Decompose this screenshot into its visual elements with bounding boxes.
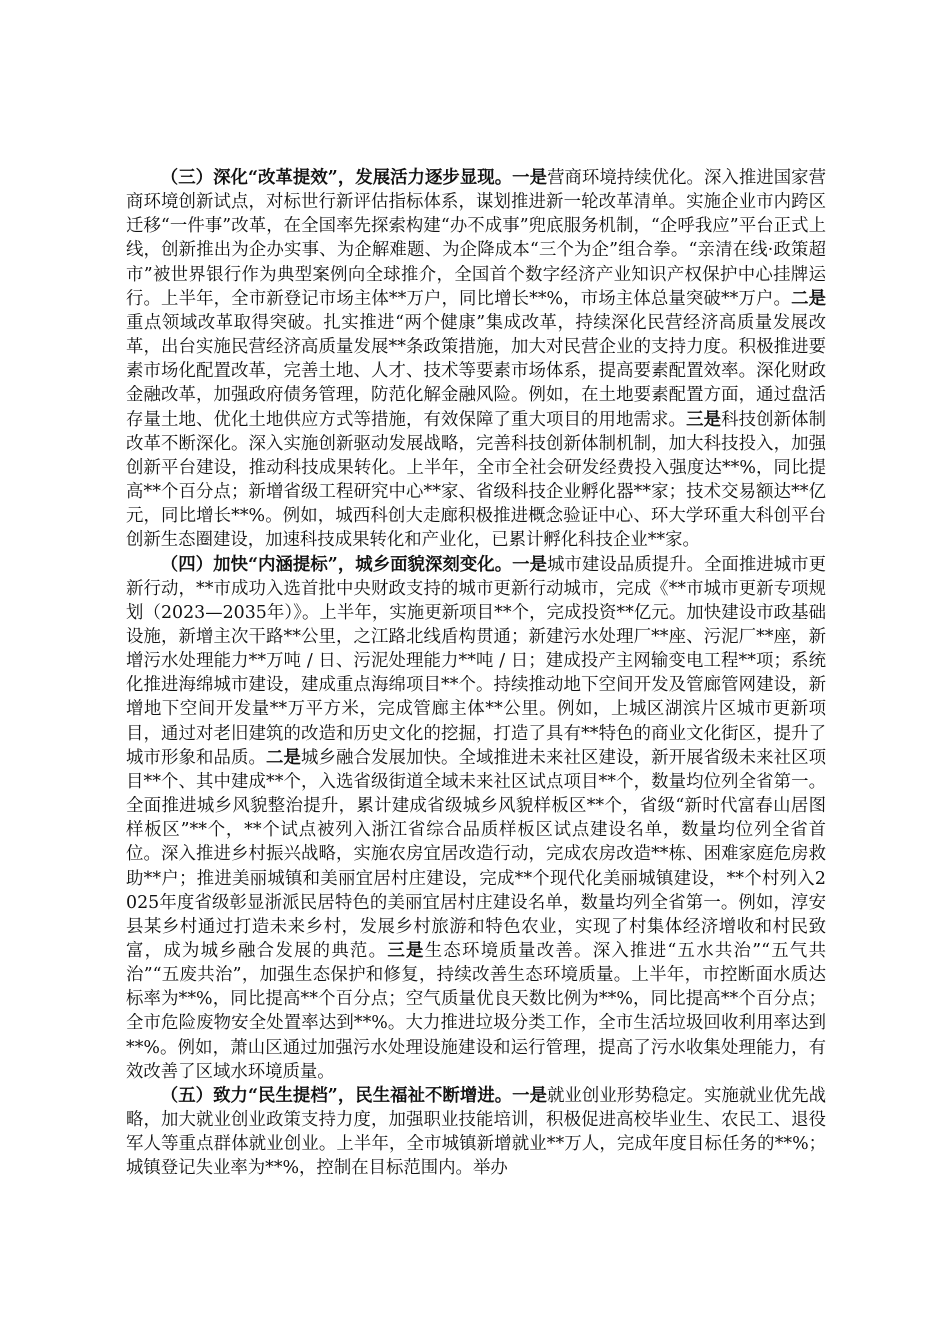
paragraph-text: 重点领域改革取得突破。扎实推进“两个健康”集成改革，持续深化民营经济高质量发展改革，出台实施民营经济高质量发展**条政策措施，加大对民营企业的支持力度。积极推进要素市场化配置改革，完善土地、人才、技术等要素市场体系，提高要素配置效率。深化财政金融改革，加强政府债务管理，防范化解金融风险。例如，在土地要素配置方面，通过盘活存量土地、优化土地供应方式等措施，有效保障了重大项目的用地需求。 <box>126 312 826 430</box>
paragraph-text: 城市建设品质提升。全面推进城市更新行动，**市成功入选首批中央财政支持的城市更新行动城市，完成《**市城市更新专项规划（2023—2035年）》。上半年，实施更新项目**个，完成投资**亿元。加快建设市政基础设施，新增主次干路**公里，之江路北线盾构贯通；新建污水处理厂**座、污泥厂**座，新增污水处理能力**万吨 / 日、污泥处理能力**吨 / 日；建成投产主网输变电工程**项；系统化推进海绵城市建设，建成重点海绵项目**个。持续推动地下空间开发及管廊管网建设，新增地下空间开发量**万平方米，完成管廊主体**公里。例如，上城区湖滨片区城市更新项目，通过对老旧建筑的改造和历史文化的挖掘，打造了具有**特色的商业文化街区，提升了城市形象和品质。 <box>126 554 826 768</box>
paragraph-text: 城乡融合发展加快。全域推进未来社区建设，新开展省级未来社区项目**个、其中建成**个，入选省级街道全域未来社区试点项目**个，数量均位列全省第一。全面推进城乡风貌整治提升，累计建成省级城乡风貌样板区**个，省级“新时代富春山居图样板区”**个，**个试点被列入浙江省综合品质样板区试点建设名单，数量均位列全省首位。深入推进乡村振兴战略，实施农房宜居改造行动，完成农房改造**栋、困难家庭危房救助**户；推进美丽城镇和美丽宜居村庄建设，完成**个现代化美丽城镇建设，**个村列入2025年度省级彰显浙派民居特色的美丽宜居村庄建设名单，数量均列全省第一。例如，淳安县某乡村通过打造未来乡村，发展乡村旅游和特色农业，实现了村集体经济增收和村民致富，成为城乡融合发展的典范。 <box>126 747 826 961</box>
paragraph-reform <box>126 166 826 553</box>
paragraph-text: 营商环境持续优化。深入推进国家营商环境创新试点，对标世行新评估指标体系，谋划推进新一轮改革清单。实施企业市内跨区迁移“一件事”改革，在全国率先探索构建“办不成事”兜底服务机制，“企呼我应”平台正式上线，创新推出为企办实事、为企解难题、为企降成本“三个为企”组合拳。“亲清在线·政策超市”被世界银行作为典型案例向全球推介，全国首个数字经济产业知识产权保护中心挂牌运行。上半年，全市新登记市场主体**万户，同比增长**%，市场主体总量突破**万户。 <box>126 168 826 309</box>
point-marker-3: 三是 <box>686 409 722 430</box>
paragraph-text: 生态环境质量改善。深入推进“五水共治”“五气共治”“五废共治”，加强生态保护和修复，持续改善生态环境质量。上半年，市控断面水质达标率为**%，同比提高**个百分点；空气质量优良天数比例为**%，同比提高**个百分点；全市危险废物安全处置率达到**%。大力推进垃圾分类工作，全市生活垃圾回收利用率达到**%。例如，萧山区通过加强污水处理设施建设和运行管理，提高了污水收集处理能力，有效改善了区域水环境质量。 <box>126 941 826 1082</box>
document-body <box>126 166 826 1181</box>
point-marker-2: 二是 <box>791 288 826 309</box>
paragraph-text: 就业创业形势稳定。实施就业优先战略，加大就业创业政策支持力度，加强职业技能培训，积极促进高校毕业生、农民工、退役军人等重点群体就业创业。上半年，全市城镇新增就业**万人，完成年度目标任务的**%；城镇登记失业率为**%，控制在目标范围内。举办 <box>126 1085 826 1179</box>
section-heading-4: （四）加快“内涵提标”，城乡面貌深刻变化。一是 <box>160 554 548 575</box>
paragraph-urban <box>126 553 826 1084</box>
section-heading-3: （三）深化“改革提效”，发展活力逐步显现。一是 <box>160 168 548 188</box>
paragraph-livelihood <box>126 1084 826 1181</box>
point-marker-3: 三是 <box>387 941 425 961</box>
section-heading-5: （五）致力“民生提档”，民生福祉不断增进。一是 <box>160 1085 548 1106</box>
paragraph-text: 科技创新体制改革不断深化。深入实施创新驱动发展战略，完善科技创新体制机制，加大科技投入，加强创新平台建设，推动科技成果转化。上半年，全市全社会研发经费投入强度达**%，同比提高**个百分点；新增省级工程研究中心**家、省级科技企业孵化器**家；技术交易额达**亿元，同比增长**%。例如，城西科创大走廊积极推进概念验证中心、环大学环重大科创平台创新生态圈建设，加速科技成果转化和产业化，已累计孵化科技企业**家。 <box>126 409 826 551</box>
point-marker-2: 二是 <box>266 747 302 768</box>
